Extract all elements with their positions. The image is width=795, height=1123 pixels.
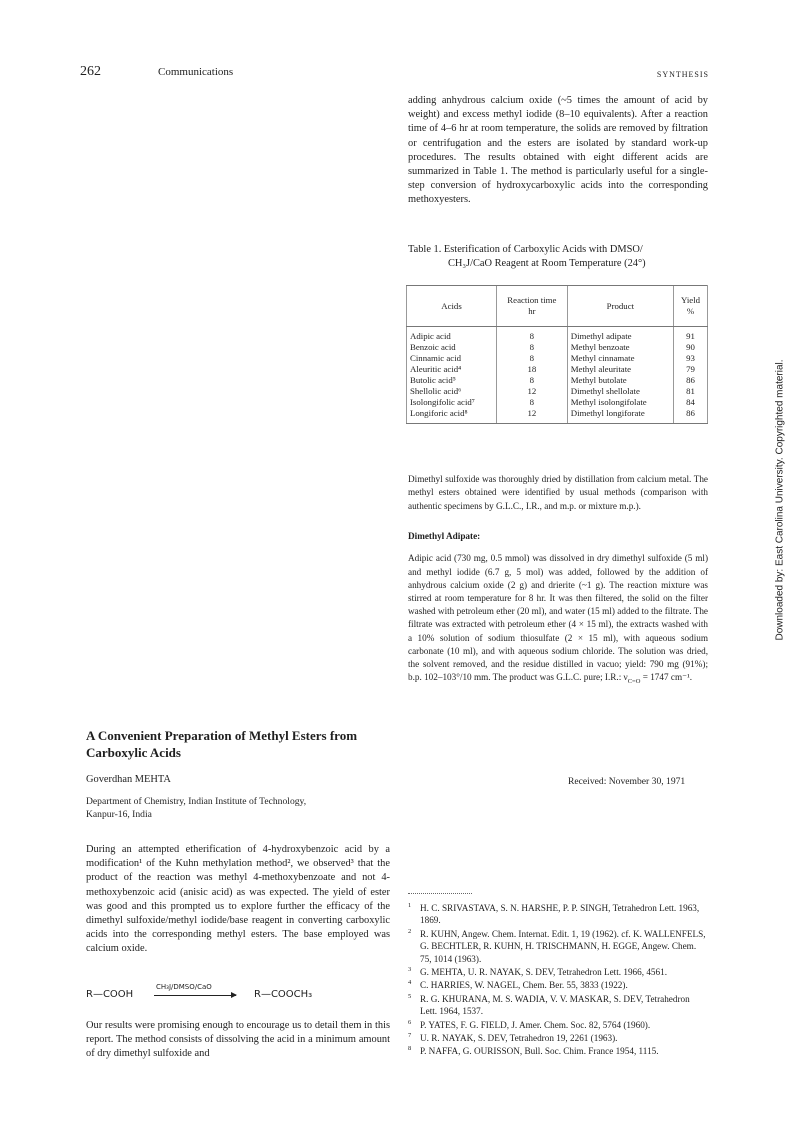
reference-item [408,1045,708,1057]
reference-text: C. HARRIES, W. NAGEL, Chem. Ber. 55, 3833 (1922). [420,980,628,991]
journal-name: SYNTHESIS [656,70,709,79]
reference-text: R. KUHN, Angew. Chem. Internat. Edit. 1, 19 (1962). cf. K. WALLENFELS, G. BECHTLER, R. KUHN, H. TRISCHMANN, H. EGGE, Angew. Chem. 75, 1014 (1963). [420,928,706,964]
reference-number: 2 [408,927,412,935]
cell-yield: 84 [674,397,708,408]
reference-number: 4 [408,979,412,987]
cell-yield: 91 [674,327,708,343]
header-time-unit: hr [528,306,536,316]
cell-acid: Cinnamic acid [407,353,497,364]
reactant: R—COOH [86,989,134,1000]
header-time [497,286,568,327]
ir-value: = 1747 cm⁻¹. [640,672,692,683]
table-caption [408,243,708,271]
cell-time: 18 [497,364,568,375]
results-paragraph [86,1019,390,1062]
reference-number: 6 [408,1018,412,1026]
cell-product: Methyl butolate [567,375,673,386]
procedure-text [408,552,708,688]
cell-yield: 86 [674,408,708,424]
reference-item [408,979,708,991]
ir-subscript: C=O [627,678,641,686]
procedure [408,530,708,697]
cell-product: Methyl benzoate [567,342,673,353]
affiliation-line2: Kanpur-16, India [86,809,152,820]
cell-time: 12 [497,386,568,397]
intro-continued [408,94,708,208]
cell-time: 8 [497,353,568,364]
header-acids: Acids [407,286,497,327]
table-row [407,408,708,424]
cell-product: Dimethyl shellolate [567,386,673,397]
reference-text: P. NAFFA, G. OURISSON, Bull. Soc. Chim. France 1954, 1115. [420,1046,659,1057]
cell-time: 12 [497,408,568,424]
procedure-title: Dimethyl Adipate: [408,531,481,541]
cell-yield: 86 [674,375,708,386]
table-row [407,375,708,386]
table-row [407,386,708,397]
received-date: Received: November 30, 1971 [568,776,686,787]
affiliation-line1: Department of Chemistry, Indian Institute of Technology, [86,796,307,807]
drying-note-text: Dimethyl sulfoxide was thoroughly dried by distillation from calcium metal. The methyl esters obtained were identified by usual methods (comparison with authentic specimens by G.L.C., I.R., and m.p. or mixture m.p.). [408,474,708,511]
cell-acid: Aleuritic acid⁴ [407,364,497,375]
results-paragraph-text: Our results were promising enough to encourage us to detail them in this report. The method consists of dissolving the acid in a minimum amount of dry dimethyl sulfoxide and [86,1020,390,1060]
page-number: 262 [80,64,101,79]
cell-acid: Benzoic acid [407,342,497,353]
drying-note [408,464,708,522]
cell-acid: Longiforic acid⁸ [407,408,497,424]
cell-acid: Shellolic acid⁶ [407,386,497,397]
header-product: Product [567,286,673,327]
affiliation [86,795,390,821]
table-header-row [407,286,708,327]
table-row [407,353,708,364]
reagent: CH₃J/DMSO/CaO [156,983,212,991]
header-yield-label: Yield [680,295,701,305]
cell-acid: Butolic acid⁵ [407,375,497,386]
cell-time: 8 [497,397,568,408]
cell-yield: 81 [674,386,708,397]
reference-item [408,902,708,927]
reference-text: H. C. SRIVASTAVA, S. N. HARSHE, P. P. SINGH, Tetrahedron Lett. 1963, 1869. [420,903,700,926]
footnote-rule [408,893,472,894]
reference-text: G. MEHTA, U. R. NAYAK, S. DEV, Tetrahedron Lett. 1966, 4561. [420,967,668,978]
article-title: A Convenient Preparation of Methyl Esters from Carboxylic Acids [86,728,358,760]
download-notice-text: Downloaded by: East Carolina University. Copyrighted material. [774,359,786,641]
reference-number: 1 [408,902,412,909]
table-caption-line1: Table 1. Esterification of Carboxylic Acids with DMSO/ [408,244,643,255]
procedure-body: Adipic acid (730 mg, 0.5 mmol) was dissolved in dry dimethyl sulfoxide (5 ml) and methyl iodide (6.7 g, 5 mol) was added, followed by the addition of anhydrous calcium oxide (2 g) and drierite (~1 g). The reaction mixture was stirred at room temperature for 8 hr. It was then filtered, the solid on the filter washed with petroleum ether (20 ml), and water (15 ml) added to the filtrate. The filtrate was extracted with petroleum ether (4 × 15 ml), the extracts washed with a 10% solution of sodium thiosulfate (2 × 15 ml), with aqueous sodium carbonate (10 ml), and with aqueous sodium chloride. The solution was dried, the solvent removed, and the residue distilled in vacuo; yield: 790 mg (91%); b.p. 102–103°/10 mm. The product was G.L.C. pure; I.R.: ν [408,553,708,683]
cell-yield: 93 [674,353,708,364]
download-notice [770,300,790,700]
reference-list [408,902,708,1058]
section-title: Communications [158,66,234,78]
cell-product: Dimethyl longiforate [567,408,673,424]
header-time-label: Reaction time [507,295,557,305]
cell-acid: Isolongifolic acid⁷ [407,397,497,408]
cell-product: Methyl cinnamate [567,353,673,364]
reference-text: U. R. NAYAK, S. DEV, Tetrahedron 19, 2261 (1963). [420,1033,618,1044]
intro-paragraph-text: During an attempted etherification of 4-hydroxybenzoic acid by a modification¹ of the Kuhn methylation method², we observed³ that the product of the reaction was methyl 4-methoxybenzoate and not 4-methoxybenzoic acid (anisic acid) as was expected. The yield of ester was good and this prompted us to explore further the efficacy of the dimethyl sulfoxide/methyl iodide/base reagent in converting carboxylic acids into the corresponding methyl esters. The base employed was calcium oxide. [86,844,390,955]
intro-continued-text: adding anhydrous calcium oxide (~5 times the amount of acid by weight) and excess methyl iodide (8–10 equivalents). After a reaction time of 4–6 hr at room temperature, the solids are removed by filtration or centrifugation and the esters are isolated by standard work-up procedures. The results obtained with eight different acids are summarized in Table 1. The method is particularly useful for a single-step conversion of hydroxycarboxylic acids into the corresponding methoxyesters. [408,95,708,206]
reference-number: 3 [408,966,412,974]
intro-paragraph [86,843,390,957]
reference-item [408,966,708,978]
cell-product: Dimethyl adipate [567,327,673,343]
cell-time: 8 [497,327,568,343]
reference-number: 5 [408,992,412,1000]
author: Goverdhan MEHTA [86,774,171,785]
cell-yield: 90 [674,342,708,353]
header-yield [674,286,708,327]
reference-number: 8 [408,1045,412,1053]
table-row [407,364,708,375]
cell-product: Methyl aleuritate [567,364,673,375]
reaction-scheme [86,983,396,1007]
reference-text: P. YATES, F. G. FIELD, J. Amer. Chem. Soc. 82, 5764 (1960). [420,1019,651,1030]
cell-time: 8 [497,375,568,386]
esterification-table [406,285,708,424]
table-row [407,397,708,408]
reference-item [408,1019,708,1031]
cell-time: 8 [497,342,568,353]
header-yield-unit: % [686,306,695,316]
reference-item [408,1032,708,1044]
reference-number: 7 [408,1032,412,1040]
reference-item [408,928,708,965]
references [408,893,708,1059]
product: R—COOCH₃ [254,989,313,1000]
cell-product: Methyl isolongifolate [567,397,673,408]
table-row [407,342,708,353]
reference-item [408,993,708,1018]
table-caption-line2: CH₃J/CaO Reagent at Room Temperature (24°) [448,258,646,269]
cell-acid: Adipic acid [407,327,497,343]
table-row [407,327,708,343]
reaction-arrow-icon [154,995,236,996]
reference-text: R. G. KHURANA, M. S. WADIA, V. V. MASKAR, S. DEV, Tetrahedron Lett. 1964, 1537. [420,993,690,1017]
cell-yield: 79 [674,364,708,375]
